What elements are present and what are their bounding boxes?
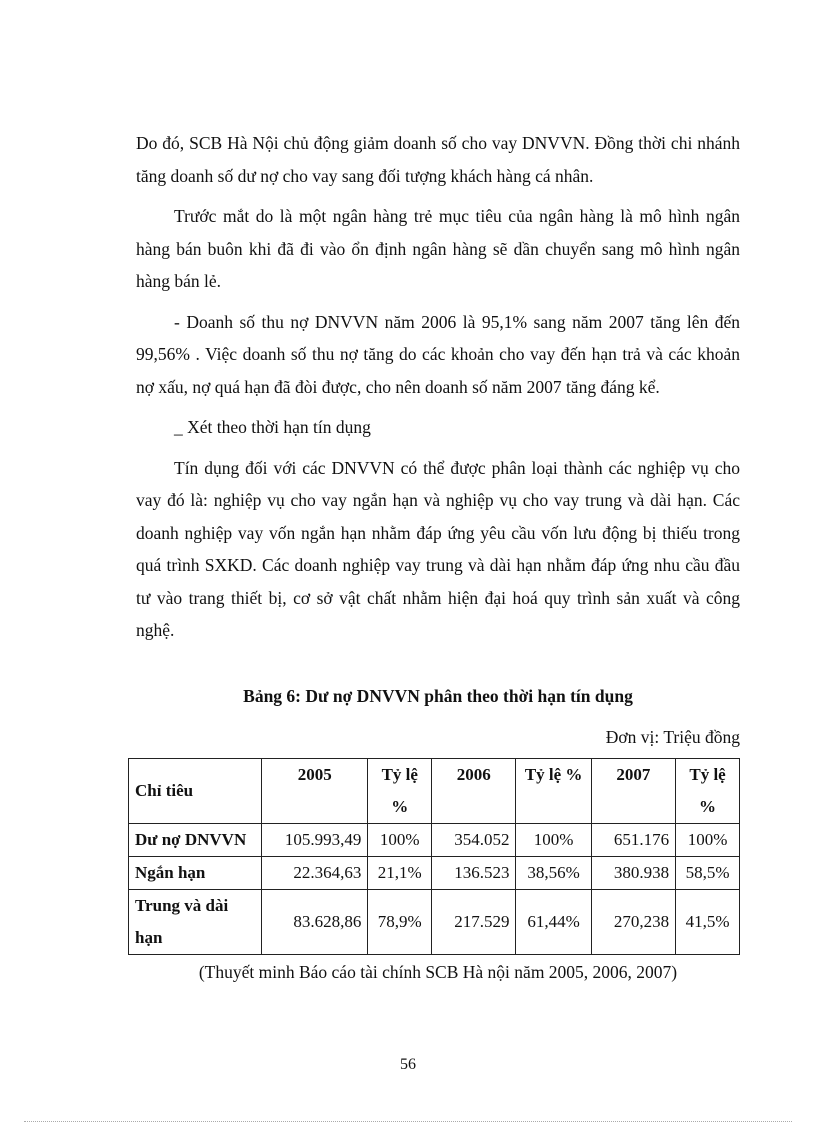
header-cell: 2005 <box>262 759 368 824</box>
table-row <box>129 890 740 955</box>
table-cell: 380.938 <box>591 857 675 890</box>
header-cell: 2006 <box>432 759 516 824</box>
table-cell: 38,56% <box>516 857 591 890</box>
header-cell: Tỷ lệ % <box>516 759 591 824</box>
row-label: Dư nợ DNVVN <box>129 824 262 857</box>
table-cell: 105.993,49 <box>262 824 368 857</box>
table-cell: 100% <box>516 824 591 857</box>
table-row <box>129 857 740 890</box>
table-cell: 100% <box>368 824 432 857</box>
paragraph-2: Trước mắt do là một ngân hàng trẻ mục tiêu của ngân hàng là mô hình ngân hàng bán buôn khi đã đi vào ổn định ngân hàng sẽ dần chuyển sang mô hình ngân hàng bán lẻ. <box>136 206 740 291</box>
paragraph-1: Do đó, SCB Hà Nội chủ động giảm doanh số cho vay DNVVN. Đồng thời chi nhánh tăng doanh số dư nợ cho vay sang đối tượng khách hàng cá nhân. <box>136 133 740 186</box>
table-cell: 136.523 <box>432 857 516 890</box>
table-cell: 651.176 <box>591 824 675 857</box>
table-cell: 41,5% <box>676 890 740 955</box>
paragraph-4: Tín dụng đối với các DNVVN có thể được phân loại thành các nghiệp vụ cho vay đó là: nghiệp vụ cho vay ngắn hạn và nghiệp vụ cho vay trung và dài hạn. Các doanh nghiệp vay vốn ngắn hạn nhằm đáp ứng yêu cầu vốn lưu động bị thiếu trong quá trình SXKD. Các doanh nghiệp vay trung và dài hạn nhằm đáp ứng nhu cầu đầu tư vào trang thiết bị, cơ sở vật chất nhằm hiện đại hoá quy trình sản xuất và công nghệ. <box>136 457 740 640</box>
section-heading: _ Xét theo thời hạn tín dụng <box>174 417 371 437</box>
table-cell: 270,238 <box>591 890 675 955</box>
table-cell: 78,9% <box>368 890 432 955</box>
body-text <box>136 127 740 655</box>
table-cell: 100% <box>676 824 740 857</box>
table-cell: 58,5% <box>676 857 740 890</box>
table-cell: 83.628,86 <box>262 890 368 955</box>
row-label: Ngắn hạn <box>129 857 262 890</box>
table-caption: Bảng 6: Dư nợ DNVVN phân theo thời hạn tín dụng <box>243 686 633 706</box>
header-cell: 2007 <box>591 759 675 824</box>
table-cell: 217.529 <box>432 890 516 955</box>
table-source-note: (Thuyết minh Báo cáo tài chính SCB Hà nội năm 2005, 2006, 2007) <box>198 962 678 982</box>
data-table <box>128 758 740 955</box>
page-bottom-rule <box>24 1121 792 1122</box>
table-cell: 354.052 <box>432 824 516 857</box>
header-cell: Tỷ lệ % <box>676 759 740 824</box>
table-row <box>129 824 740 857</box>
table-cell: 61,44% <box>516 890 591 955</box>
table-cell: 22.364,63 <box>262 857 368 890</box>
header-cell: Chỉ tiêu <box>129 759 262 824</box>
paragraph-3: - Doanh số thu nợ DNVVN năm 2006 là 95,1% sang năm 2007 tăng lên đến 99,56% . Việc doanh số thu nợ tăng do các khoản cho vay đến hạn trả và các khoản nợ xấu, nợ quá hạn đã đòi được, cho nên doanh số năm 2007 tăng đáng kể. <box>136 311 740 397</box>
header-cell: Tỷ lệ % <box>368 759 432 824</box>
table-header-row <box>129 759 740 824</box>
page-number: 56 <box>400 1056 416 1073</box>
row-label: Trung và dài hạn <box>129 890 262 955</box>
table-cell: 21,1% <box>368 857 432 890</box>
table-unit: Đơn vị: Triệu đồng <box>605 727 740 747</box>
